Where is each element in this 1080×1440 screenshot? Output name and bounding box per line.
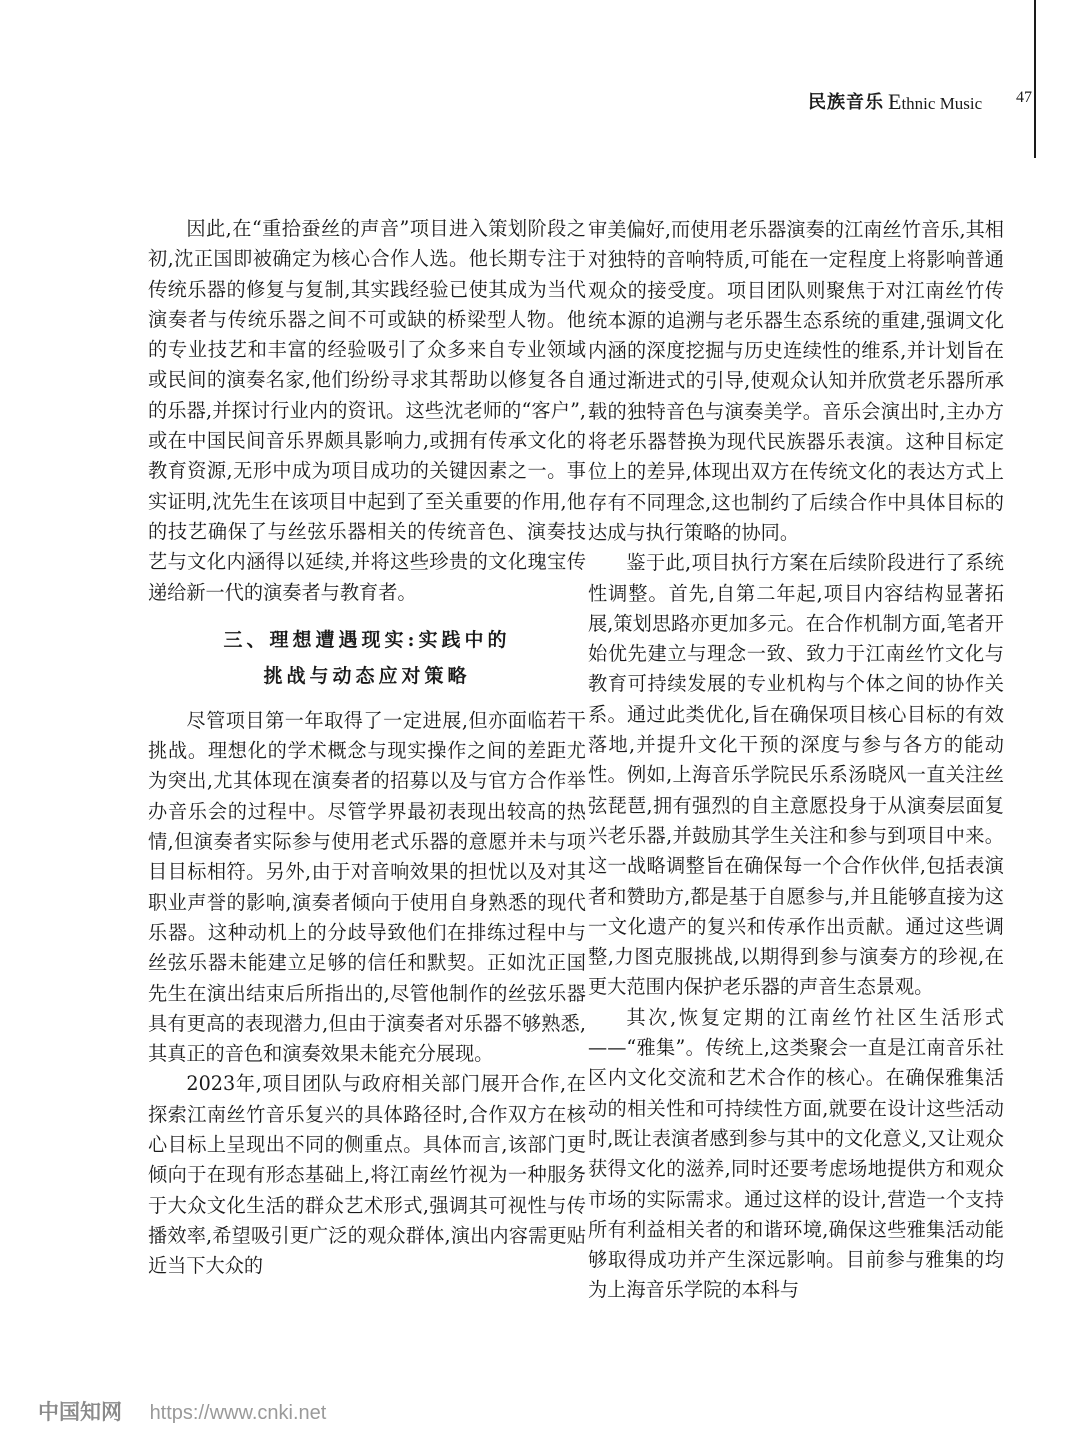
right-paragraph-1: 审美偏好,而使用老乐器演奏的江南丝竹音乐,其相对独特的音响特质,可能在一定程度上将影响普通观众的接受度。项目团队则聚焦于对江南丝竹传统本源的追溯与老乐器生态系统的重建,强调文化内涵的深度挖掘与历史连续性的维系,并计划旨在通过渐进式的引导,使观众认知并欣赏老乐器所承载的独特音色与演奏美学。音乐会演出时,主办方将老乐器替换为现代民族器乐表演。这种目标定位上的差异,体现出双方在传统文化的表达方式上存有不同理念,这也制约了后续合作中具体目标的达成与执行策略的协同。 <box>588 218 1004 544</box>
journal-title-en-initial: E <box>888 89 902 114</box>
cnki-logo-text: 中国知网 <box>38 1401 122 1424</box>
right-paragraph-2: 鉴于此,项目执行方案在后续阶段进行了系统性调整。首先,自第二年起,项目内容结构显著拓展,策划思路亦更加多元。在合作机制方面,笔者开始优先建立与理念一致、致力于江南丝竹文化与教育可持续发展的专业机构与个体之间的协作关系。通过此类优化,旨在确保项目核心目标的有效落地,并提升文化干预的深度与参与各方的能动性。例如,上海音乐学院民乐系汤晓风一直关注丝弦琵琶,拥有强烈的自主意愿投身于从演奏层面复兴老乐器,并鼓励其学生关注和参与到项目中来。这一战略调整旨在确保每一个合作伙伴,包括表演者和赞助方,都是基于自愿参与,并且能够直接为这一文化遗产的复兴和传承作出贡献。通过这些调整,力图克服挑战,以期得到参与演奏方的珍视,在更大范围内保护老乐器的声音生态景观。 <box>588 551 1004 999</box>
right-column <box>588 215 1004 1306</box>
watermark-footer <box>38 1396 326 1426</box>
journal-title-en <box>888 89 982 115</box>
left-paragraph-3: 2023年,项目团队与政府相关部门展开合作,在探索江南丝竹音乐复兴的具体路径时,合作双方在核心目标上呈现出不同的侧重点。具体而言,该部门更倾向于在现有形态基础上,将江南丝竹视为一种服务于大众文化生活的群众艺术形式,强调其可视性与传播效率,希望吸引更广泛的观众群体,演出内容需更贴近当下大众的 <box>148 1072 586 1278</box>
cnki-url[interactable]: https://www.cnki.net <box>149 1402 327 1424</box>
section-title-line-1: 三、理想遭遇现实:实践中的 <box>223 628 511 651</box>
page-number: 47 <box>1016 89 1032 106</box>
left-paragraph-1: 因此,在“重拾蚕丝的声音”项目进入策划阶段之初,沈正国即被确定为核心合作人选。他长期专注于传统乐器的修复与复制,其实践经验已使其成为当代演奏者与传统乐器之间不可或缺的桥梁型人物。他的专业技艺和丰富的经验吸引了众多来自专业领域或民间的演奏名家,他们纷纷寻求其帮助以修复各自的乐器,并探讨行业内的资讯。这些沈老师的“客户”,或在中国民间音乐界颇具影响力,或拥有传承文化的教育资源,无形中成为项目成功的关键因素之一。事实证明,沈先生在该项目中起到了至关重要的作用,他的技艺确保了与丝弦乐器相关的传统音色、演奏技艺与文化内涵得以延续,并将这些珍贵的文化瑰宝传递给新一代的演奏者与教育者。 <box>148 217 586 604</box>
header-vertical-rule <box>1034 0 1036 158</box>
section-title-line-2: 挑战与动态应对策略 <box>263 664 471 687</box>
right-paragraph-3: 其次,恢复定期的江南丝竹社区生活形式——“雅集”。传统上,这类聚会一直是江南音乐社区内文化交流和艺术合作的核心。在确保雅集活动的相关性和可持续性方面,就要在设计这些活动时,既让表演者感到参与其中的文化意义,又让观众获得文化的滋养,同时还要考虑场地提供方和观众市场的实际需求。通过这样的设计,营造一个支持所有利益相关者的和谐环境,确保这些雅集活动能够取得成功并产生深远影响。目前参与雅集的均为上海音乐学院的本科与 <box>588 1005 1004 1302</box>
journal-title-cn: 民族音乐 <box>808 92 884 113</box>
journal-title-en-rest: thnic Music <box>901 94 983 113</box>
left-paragraph-2: 尽管项目第一年取得了一定进展,但亦面临若干挑战。理想化的学术概念与现实操作之间的差距尤为突出,尤其体现在演奏者的招募以及与官方合作举办音乐会的过程中。尽管学界最初表现出较高的热情,但演奏者实际参与使用老式乐器的意愿并未与项目目标相符。另外,由于对音响效果的担忧以及对其职业声誉的影响,演奏者倾向于使用自身熟悉的现代乐器。这种动机上的分歧导致他们在排练过程中与丝弦乐器未能建立足够的信任和默契。正如沈正国先生在演出结束后所指出的,尽管他制作的丝弦乐器具有更高的表现潜力,但由于演奏者对乐器不够熟悉,其真正的音色和演奏效果未能充分展现。 <box>148 708 586 1066</box>
section-title <box>148 622 586 694</box>
left-column <box>148 214 586 1282</box>
running-header <box>770 86 1040 116</box>
